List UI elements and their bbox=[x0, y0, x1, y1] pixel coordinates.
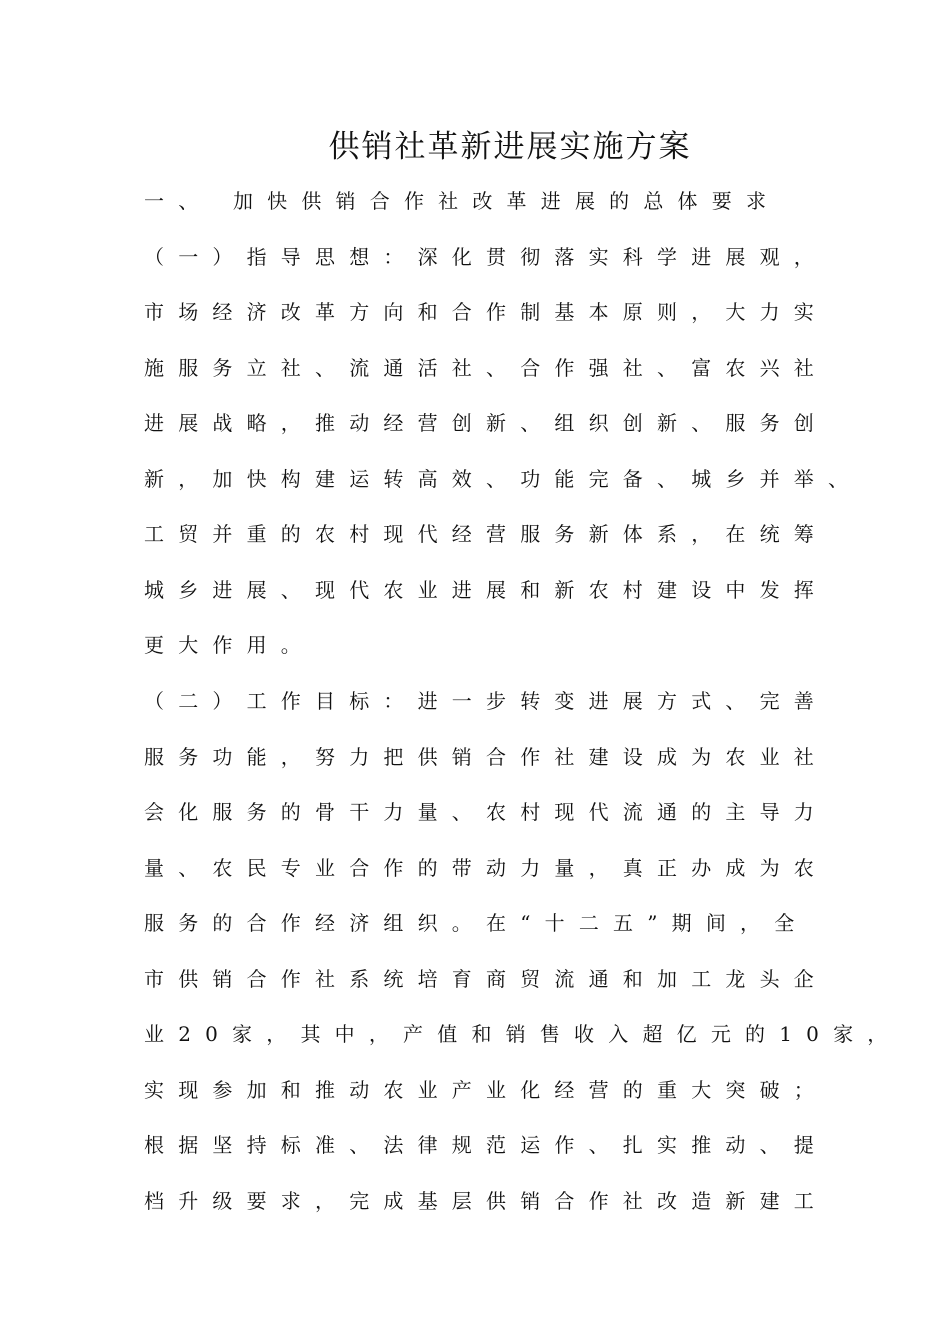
body-line: 档升级要求，完成基层供销合作社改造新建工 bbox=[144, 1189, 828, 1213]
section-heading-1: 一、 加快供销合作社改革进展的总体要求 bbox=[144, 189, 781, 213]
body-line: 服务功能，努力把供销合作社建设成为农业社 bbox=[144, 745, 828, 769]
body-line: 实现参加和推动农业产业化经营的重大突破； bbox=[144, 1078, 828, 1102]
body-line: 施服务立社、流通活社、合作强社、富农兴社 bbox=[144, 356, 828, 380]
body-line: 业20家，其中，产值和销售收入超亿元的10家， bbox=[144, 1022, 902, 1046]
body-line: 根据坚持标准、法律规范运作、扎实推动、提 bbox=[144, 1133, 828, 1157]
document-title: 供销社革新进展实施方案 bbox=[328, 129, 692, 165]
body-line: 更大作用。 bbox=[144, 633, 315, 657]
body-line: 进展战略，推动经营创新、组织创新、服务创 bbox=[144, 411, 828, 435]
body-line: 新，加快构建运转高效、功能完备、城乡并举、 bbox=[144, 467, 863, 491]
body-line: 服务的合作经济组织。在“十二五”期间，全 bbox=[144, 911, 809, 935]
body-line: （二）工作目标：进一步转变进展方式、完善 bbox=[144, 689, 828, 713]
body-line: 工贸并重的农村现代经营服务新体系，在统筹 bbox=[144, 522, 828, 546]
body-line: 市供销合作社系统培育商贸流通和加工龙头企 bbox=[144, 967, 828, 991]
body-line: 量、农民专业合作的带动力量，真正办成为农 bbox=[144, 856, 828, 880]
body-line: 会化服务的骨干力量、农村现代流通的主导力 bbox=[144, 800, 828, 824]
body-line: （一）指导思想：深化贯彻落实科学进展观， bbox=[144, 245, 828, 269]
body-line: 市场经济改革方向和合作制基本原则，大力实 bbox=[144, 300, 828, 324]
body-line: 城乡进展、现代农业进展和新农村建设中发挥 bbox=[144, 578, 828, 602]
